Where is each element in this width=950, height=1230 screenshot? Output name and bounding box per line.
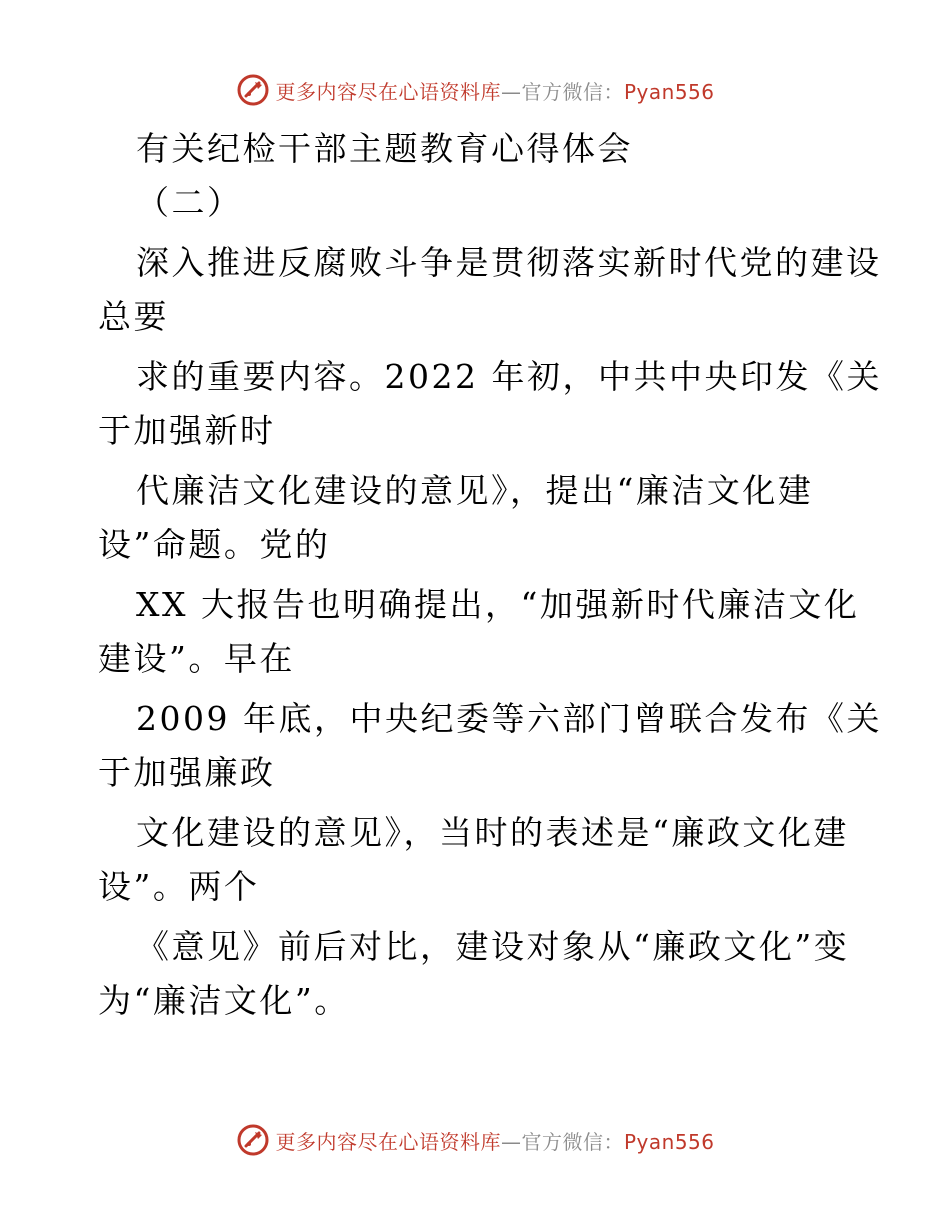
paragraph-line: 深入推进反腐败斗争是贯彻落实新时代党的建设 [136, 243, 882, 282]
paragraph-line: 《意见》前后对比，建设对象从“廉政文化”变 [136, 927, 850, 966]
paragraph-line: 总要 [98, 297, 169, 336]
document-body [98, 122, 882, 1028]
section-number: （二） [136, 183, 243, 222]
paragraph-line: 建设”。早在 [98, 639, 295, 678]
header-watermark-banner [0, 70, 950, 110]
paragraph-line: 设”。两个 [98, 867, 260, 906]
paragraph-line: 文化建设的意见》，当时的表述是“廉政文化建 [136, 813, 849, 852]
brand-logo-icon [235, 1122, 271, 1158]
paragraph-line: 2009 年底，中央纪委等六部门曾联合发布《关 [136, 699, 882, 738]
header-banner-text: 更多内容尽在心语资料库—官方微信：Pyan556 [275, 79, 715, 104]
paragraph-line: 为“廉洁文化”。 [98, 981, 350, 1020]
paragraph-line: 设”命题。党的 [98, 525, 331, 564]
footer-banner-text: 更多内容尽在心语资料库—官方微信：Pyan556 [275, 1129, 715, 1154]
paragraph-line: 代廉洁文化建设的意见》，提出“廉洁文化建 [136, 471, 814, 510]
brand-logo-icon [235, 72, 271, 108]
paragraph-line: 求的重要内容。2022 年初，中共中央印发《关 [136, 357, 882, 396]
paragraph-line: 于加强新时 [98, 411, 276, 450]
paragraph-line: XX 大报告也明确提出，“加强新时代廉洁文化 [136, 585, 860, 624]
document-title: 有关纪检干部主题教育心得体会 [136, 129, 633, 168]
footer-watermark-banner [0, 1120, 950, 1160]
paragraph-line: 于加强廉政 [98, 753, 276, 792]
